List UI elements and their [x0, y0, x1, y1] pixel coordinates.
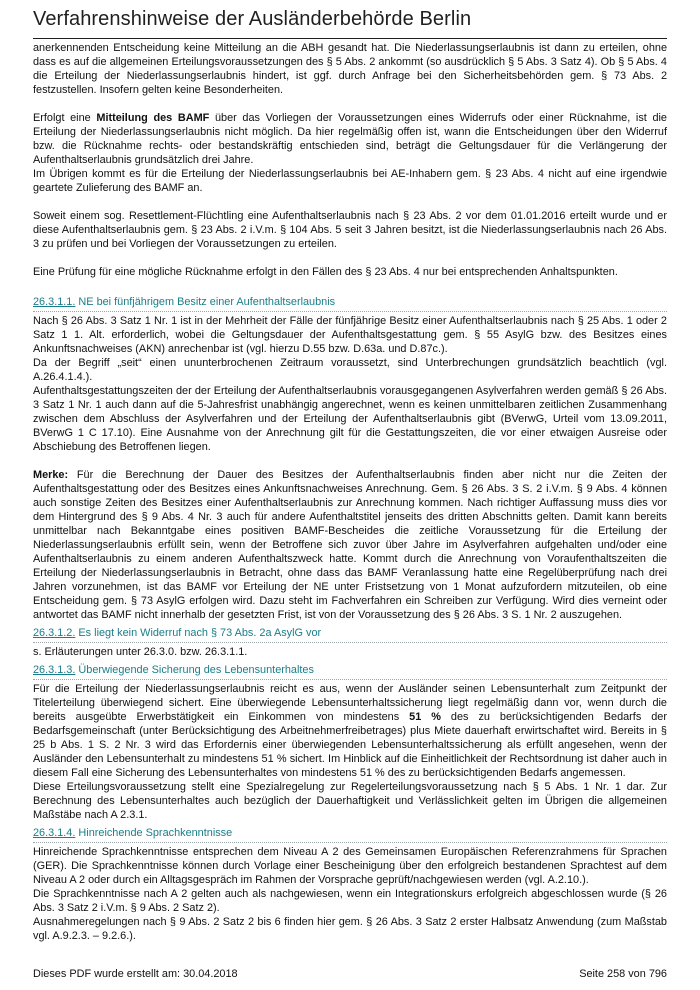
section-1-text: Aufenthaltsgestattungszeiten der der Erteilung der Aufenthaltserlaubnis vorausgegangenen Asylverfahren werden gemäß § 26 Abs. 3 Satz 1 Nr. 1 auch dann auf die 5-Jahresfrist unabhängig angerechnet, wenn es keinen unmittelbaren zeitlichen Zusammenhang zwischen dem Abschluss der Asylverfahren und der Erteilung der Aufenthaltserlaubnis gibt (BVerwG, Urteil vom 13.09.2011, BVerwG 1 C 17.10). Eine Ausnahme von der Anrechnung gilt für die Gestattungszeiten, die vor einer etwaigen Ausreise oder Abschiebung des Betroffenen liegen.: [33, 385, 667, 453]
footer-created-date: Dieses PDF wurde erstellt am: 30.04.2018: [33, 968, 238, 980]
section-number-link[interactable]: 26.3.1.4.: [33, 827, 76, 839]
section-heading-26-3-1-3[interactable]: 26.3.1.3. Überwiegende Sicherung des Lebensunterhaltes: [33, 663, 667, 680]
intro-paragraph-4: Eine Prüfung für eine mögliche Rücknahme erfolgt in den Fällen des § 23 Abs. 4 nur bei entsprechenden Anhaltspunkten.: [33, 266, 618, 278]
footer-page-number: Seite 258 von 796: [579, 968, 667, 980]
merke-note: Merke: Für die Berechnung der Dauer des Besitzes der Aufenthaltserlaubnis finden aber nicht nur die Zeiten der Aufenthaltsgestattung oder des Besitzes eines Ankunftsnachweises Anrechnung. Gem. § 26 Abs. 3 S. 2 i.V.m. § 9 Abs. 4 können auch sonstige Zeiten des Besitzes einer Aufenthaltserlaubnis zur Anrechnung kommen. Nach richtiger Auffassung muss dies vor dem Hintergrund des § 9 Abs. 4 Nr. 3 auch für andere Aufenthaltstitel jenseits des dritten Abschnitts gelten. Damit kann bereits unmittelbar nach Bekanntgabe eines positiven BAMF-Bescheides die zeitliche Voraussetzung für die Erteilung der Niederlassungserlaubnis erfüllt sein, wenn der Betroffene sich zuvor über Jahre im Asylverfahren aufgehalten und/oder eine Aufenthaltserlaubnis zu einem anderen Aufenthaltszweck hatte. Kommt durch die Anrechnung von Voraufenthaltszeiten die Erteilung der Niederlassungserlaubnis in Betracht, ohne dass das BAMF Veranlassung hatte eine Regelüberprüfung nach drei Jahren vorzunehmen, ist das BAMF vor Erteilung der NE unter Fristsetzung von 1 Monat aufzufordern mitzuteilen, ob eine Entscheidung gem. § 73 AsylG erfolgen wird. Dazu steht im Fachverfahren ein Schreiben zur Verfügung. Wird dies verneint oder antwortet das BAMF nicht innerhalb der gesetzten Frist, ist von der Voraussetzung des § 26 Abs. 3 S. 1 Nr. 2 auszugehen.: [33, 469, 667, 621]
section-heading-26-3-1-4[interactable]: 26.3.1.4. Hinreichende Sprachkenntnisse: [33, 826, 667, 843]
intro-paragraph-3: Soweit einem sog. Resettlement-Flüchtling eine Aufenthaltserlaubnis nach § 23 Abs. 2 vor dem 01.01.2016 erteilt wurde und er diese Aufenthaltserlaubnis gem. § 23 Abs. 2 i.V.m. § 104 Abs. 5 seit 3 Jahren besitzt, ist die Niederlassungserlaubnis nach 26 Abs. 3 zu prüfen und bei Vorliegen der Voraussetzungen zu erteilen.: [33, 210, 667, 250]
percentage-emphasis: 51 %: [409, 711, 441, 723]
intro-paragraph-2: Erfolgt eine Mitteilung des BAMF über das Vorliegen der Voraussetzungen eines Widerrufs oder einer Rücknahme, ist die Erteilung der Niederlassungserlaubnis nicht möglich. Da hier regelmäßig offen ist, wann die Entscheidungen über den Widerruf bzw. die Rücknahme rechts- oder bestandskräftig entschieden sind, beträgt die Geltungsdauer für die Verlängerung der Aufenthaltserlaubnis grundsätzlich drei Jahre.: [33, 112, 667, 166]
merke-label: Merke:: [33, 469, 69, 481]
header-divider: [33, 38, 667, 39]
section-3-text: Für die Erteilung der Niederlassungserlaubnis reicht es aus, wenn der Ausländer seinen Lebensunterhalt zum Zeitpunkt der Titelerteilung überwiegend sichert. Eine überwiegende Lebensunterhaltssicherung liegt regelmäßig dann vor, wenn durch die bereits ausgeübte Erwerbstätigkeit ein Einkommen von mindestens 51 % des zu berücksichtigenden Bedarfs der Bedarfsgemeinschaft (unter Berücksichtigung des Arbeitnehmerfreibetrages) plus Miete dauerhaft erwirtschaftet wird. Bereits in § 25 b Abs. 1 S. 2 Nr. 3 wird das Erfordernis einer überwiegenden Lebensunterhaltssicherung als erfüllt angesehen, wenn der Ausländer den Lebensunterhalt zu mindestens 51 % sichert. Im Hinblick auf die Einheitlichkeit der Rechtsordnung ist daher auch in diesem Fall eine Sicherung des Lebensunterhaltes von mindestens 51 % des zu berücksichtigenden Bedarfs angemessen.: [33, 683, 667, 779]
bamf-notice-emphasis: Mitteilung des BAMF: [96, 112, 210, 124]
intro-paragraph-1: anerkennenden Entscheidung keine Mitteilung an die ABH gesandt hat. Die Niederlassungserlaubnis ist dann zu erteilen, ohne dass es auf die allgemeinen Erteilungsvoraussetzungen des § 5 Abs. 2 ankommt (so ausdrücklich § 5 Abs. 3 Satz 4). Ob § 5 Abs. 4 die Erteilung der Niederlassungserlaubnis hindert, ist ggf. durch Anfrage bei den Sicherheitsbehörden gem. § 73 Abs. 2 festzustellen. Insofern gelten keine Besonderheiten.: [33, 42, 667, 96]
section-number-link[interactable]: 26.3.1.1.: [33, 296, 76, 308]
section-1-text: Da der Begriff „seit“ einen ununterbrochenen Zeitraum voraussetzt, sind Unterbrechungen grundsätzlich beachtlich (vgl. A.26.4.1.4.).: [33, 357, 667, 383]
section-number-link[interactable]: 26.3.1.2.: [33, 627, 76, 639]
section-2-text: s. Erläuterungen unter 26.3.0. bzw. 26.3.1.1.: [33, 646, 248, 658]
page-title: Verfahrenshinweise der Ausländerbehörde Berlin: [33, 8, 472, 30]
section-number-link[interactable]: 26.3.1.3.: [33, 664, 76, 676]
section-1-text: Nach § 26 Abs. 3 Satz 1 Nr. 1 ist in der Mehrheit der Fälle der fünfjährige Besitz einer Aufenthaltserlaubnis nach § 25 Abs. 1 oder 2 Satz 1 1. Alt. erforderlich, wobei die Geltungsdauer der Aufenthaltsgestattung gem. § 55 AsylG bzw. des Besitzes eines Ankunftsnachweises (AKN) anrechenbar ist (vgl. hierzu D.55 bzw. D.63a. und D.87c.).: [33, 315, 667, 355]
section-4-text: Die Sprachkenntnisse nach A 2 gelten auch als nachgewiesen, wenn ein Integrationskurs erfolgreich abgeschlossen wurde (§ 26 Abs. 3 Satz 2 i.V.m. § 9 Abs. 2 Satz 2).: [33, 888, 667, 914]
intro-paragraph-2b: Im Übrigen kommt es für die Erteilung der Niederlassungserlaubnis bei AE-Inhabern gem. § 23 Abs. 4 nicht auf eine irgendwie geartete Zulieferung des BAMF an.: [33, 168, 667, 194]
section-heading-26-3-1-2[interactable]: 26.3.1.2. Es liegt kein Widerruf nach § 73 Abs. 2a AsylG vor: [33, 626, 667, 643]
section-heading-26-3-1-1[interactable]: 26.3.1.1. NE bei fünfjährigem Besitz einer Aufenthaltserlaubnis: [33, 295, 667, 312]
section-4-text: Ausnahmeregelungen nach § 9 Abs. 2 Satz 2 bis 6 finden hier gem. § 26 Abs. 3 Satz 2 erster Halbsatz Anwendung (zum Maßstab vgl. A.9.2.3. – 9.2.6.).: [33, 916, 667, 942]
section-4-text: Hinreichende Sprachkenntnisse entsprechen dem Niveau A 2 des Gemeinsamen Europäischen Referenzrahmens für Sprachen (GER). Die Sprachkenntnisse können durch Vorlage einer Bescheinigung über den erfolgreich bestandenen Sprachtest auf dem Niveau A 2 oder durch ein Alltagsgespräch im Rahmen der Vorsprache geprüft/nachgewiesen werden (vgl. A.2.10.).: [33, 846, 667, 886]
document-body: [33, 41, 667, 943]
section-3-text: Diese Erteilungsvoraussetzung stellt eine Spezialregelung zur Regelerteilungsvoraussetzung nach § 5 Abs. 1 Nr. 1 dar. Zur Berechnung des Lebensunterhaltes auch bezüglich der Dauerhaftigkeit und Verlässlichkeit gelten im Übrigen die allgemeinen Maßstäbe nach A 2.3.1.: [33, 781, 667, 821]
